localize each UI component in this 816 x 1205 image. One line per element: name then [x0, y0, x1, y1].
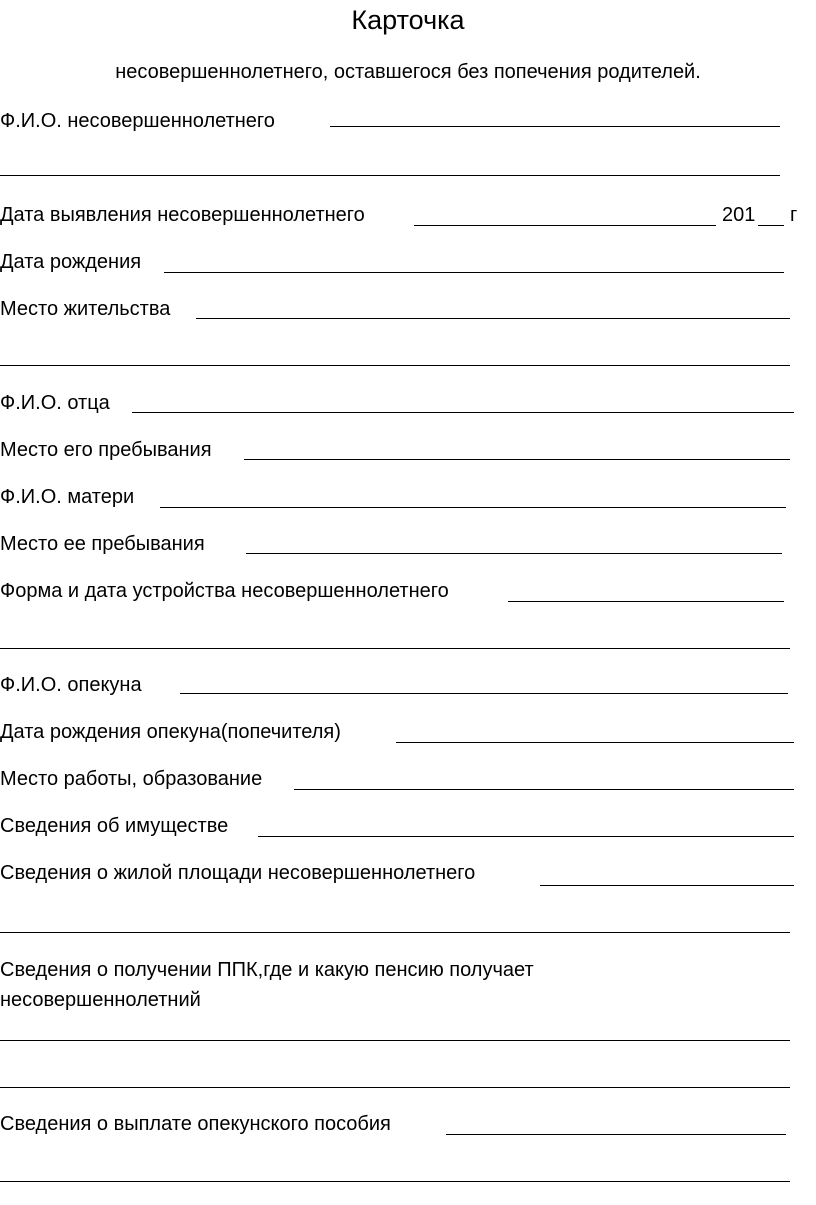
father-location-label: Место его пребывания [0, 437, 216, 463]
placement-label: Форма и дата устройства несовершеннолетнего [0, 578, 453, 604]
detection-date-input-line[interactable] [414, 225, 716, 226]
placement-input-line[interactable] [508, 601, 784, 602]
fio-mother-input-line[interactable] [160, 507, 786, 508]
guardian-birth-date-label: Дата рождения опекуна(попечителя) [0, 719, 345, 745]
birth-date-label: Дата рождения [0, 249, 145, 275]
mother-location-input-line[interactable] [246, 553, 782, 554]
fio-mother-label: Ф.И.О. матери [0, 484, 138, 510]
detection-year-suffix: г [790, 204, 798, 226]
pension-input-line-1[interactable] [0, 1040, 790, 1041]
guardian-allowance-continuation-line[interactable] [0, 1181, 790, 1182]
pension-input-line-2[interactable] [0, 1087, 790, 1088]
detection-year-prefix: 201 [722, 204, 756, 226]
guardian-birth-date-input-line[interactable] [396, 742, 794, 743]
residence-label: Место жительства [0, 296, 174, 322]
living-space-input-line[interactable] [540, 885, 794, 886]
guardian-allowance-label: Сведения о выплате опекунского пособия [0, 1111, 395, 1137]
placement-continuation-line[interactable] [0, 648, 790, 649]
residence-input-line[interactable] [196, 318, 790, 319]
residence-continuation-line[interactable] [0, 365, 790, 366]
fio-minor-input-line[interactable] [330, 126, 780, 127]
card-title: Карточка [351, 5, 465, 35]
fio-guardian-input-line[interactable] [180, 693, 788, 694]
mother-location-label: Место ее пребывания [0, 531, 209, 557]
living-space-label: Сведения о жилой площади несовершеннолетнего [0, 860, 479, 886]
property-label: Сведения об имуществе [0, 813, 232, 839]
fio-father-label: Ф.И.О. отца [0, 390, 114, 416]
pension-label: Сведения о получении ППК,где и какую пенсию получает несовершеннолетний [0, 959, 534, 1011]
card-subtitle: несовершеннолетнего, оставшегося без попечения родителей. [115, 61, 701, 83]
fio-father-input-line[interactable] [132, 412, 794, 413]
fio-minor-label: Ф.И.О. несовершеннолетнего [0, 108, 279, 134]
living-space-continuation-line[interactable] [0, 932, 790, 933]
property-input-line[interactable] [258, 836, 794, 837]
detection-date-label: Дата выявления несовершеннолетнего [0, 202, 369, 228]
work-education-input-line[interactable] [294, 789, 794, 790]
fio-minor-continuation-line[interactable] [0, 175, 780, 176]
fio-guardian-label: Ф.И.О. опекуна [0, 672, 146, 698]
birth-date-input-line[interactable] [164, 272, 784, 273]
father-location-input-line[interactable] [244, 459, 790, 460]
detection-year-input-line[interactable] [758, 225, 784, 226]
guardian-allowance-input-line[interactable] [446, 1134, 786, 1135]
work-education-label: Место работы, образование [0, 766, 266, 792]
